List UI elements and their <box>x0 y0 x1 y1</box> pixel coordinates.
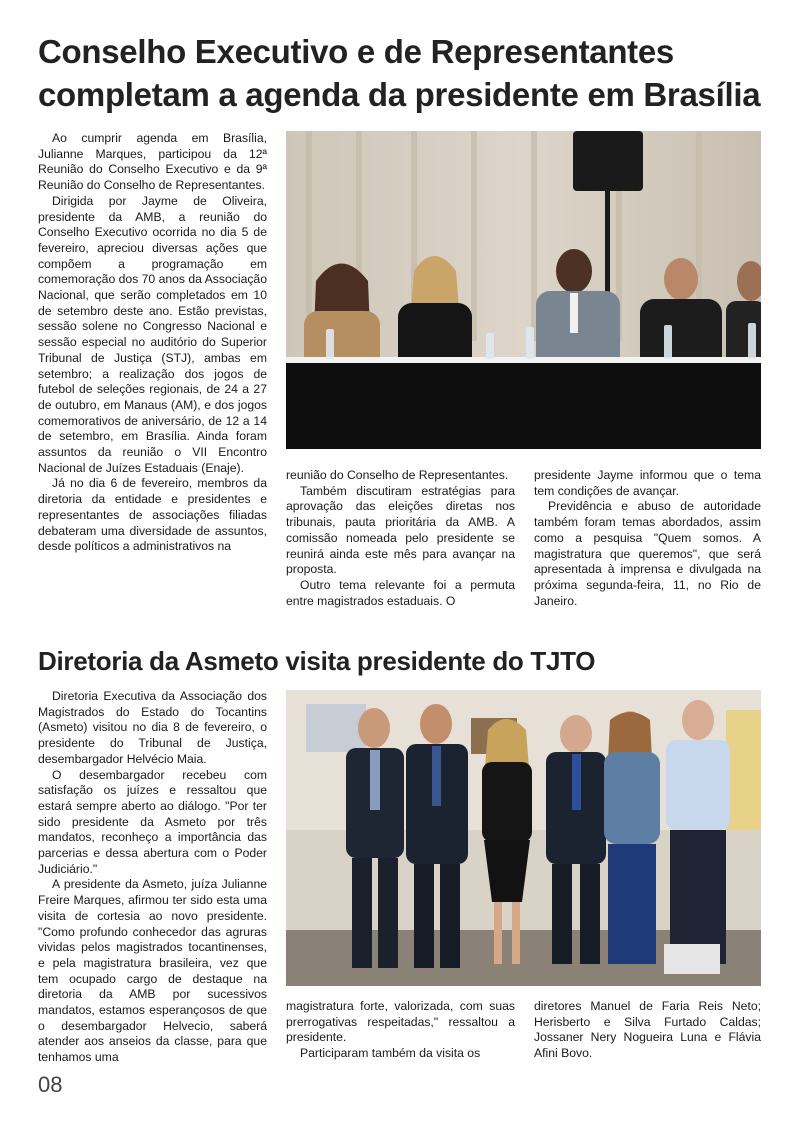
paragraph: Participaram também da visita os <box>300 1046 481 1061</box>
paragraph: Dirigida por Jayme de Oliveira, presidente da AMB, a reunião do Conselho Executivo ocorrida no dia 5 de fevereiro, apreciou diversas ações que compõem a programação em comemoração dos 70 anos da Associação Nacional, que serão completados em 10 de setembro deste ano. Estão previstas, sessão solene no Congresso Nacional e sessão especial no auditório do Superior Tribunal de Justiça (STJ), ambas em setembro; a realização dos jogos de futebol de seleções regionais, de 24 a 27 de outubro, em Manaus (AM), e dos jogos comemorativos de aniversário, de 12 a 14 de setembro, em Brasília. Ainda foram assuntos da reunião o VII Encontro Nacional de Juízes Estaduais (Enaje). <box>38 193 267 475</box>
paragraph: presidente Jayme informou que o tema tem condições de avançar. <box>534 468 761 498</box>
paragraph: O desembargador recebeu com satisfação os juízes e ressaltou que estará sempre aberto ao diálogo. "Por ter sido presidente da Asmeto por três mandatos, reconheço a importância das parcerias e dessa abertura com o Poder Judiciário." <box>38 767 267 876</box>
paragraph: Outro tema relevante foi a permuta entre magistrados estaduais. O <box>286 577 515 608</box>
paragraph: Também discutiram estratégias para aprovação das eleições diretas nos tribunais, pauta prioritária da AMB. A comissão nomeada pelo presidente se reunirá ainda este mês para avançar na proposta. <box>286 483 515 577</box>
paragraph: Diretoria Executiva da Associação dos Magistrados do Estado do Tocantins (Asmeto) visitou no dia 8 de fevereiro, o presidente do Tribunal de Justiça, desembargador Helvécio Maia. <box>38 689 267 766</box>
article-2-headline: Diretoria da Asmeto visita presidente do TJTO <box>38 646 596 676</box>
paragraph: Já no dia 6 de fevereiro, membros da diretoria da entidade e presidentes e representantes de associações filiadas debateram uma diversidade de assuntos, desde políticos a administrativos na <box>38 476 267 554</box>
paragraph: A presidente da Asmeto, juíza Julianne Freire Marques, afirmou ter sido esta uma visita de cortesia ao novo presidente. "Como profundo conhecedor das agruras vividas pelos magistrados tocantinenses, e pela magistratura brasileira, vez que tem ocupado cargo de destaque na diretoria da AMB por sucessivos mandatos, estamos esperançosos de que o desembargador Helvecio, saberá atender aos anseios da classe, para que tenhamos uma <box>38 877 267 1065</box>
paragraph: reunião do Conselho de Representantes. <box>286 468 509 482</box>
article-1-column-3 <box>534 468 761 609</box>
paragraph: diretores Manuel de Faria Reis Neto; Herisberto e Silva Furtado Caldas; Jossaner Nery Nogueira Luna e Flávia Afini Bovo. <box>534 999 761 1061</box>
meeting-photo <box>286 131 761 449</box>
paragraph: Ao cumprir agenda em Brasília, Julianne Marques, participou da 12ª Reunião do Conselho Executivo e da 9ª Reunião do Conselho de Representantes. <box>38 131 267 193</box>
article-1-headline <box>38 30 778 116</box>
page-number: 08 <box>38 1072 63 1097</box>
article-2-column-1 <box>38 689 267 1066</box>
headline-line-1: Conselho Executivo e de Representantes <box>38 33 674 70</box>
article-2-column-3 <box>534 999 761 1062</box>
paragraph: Previdência e abuso de autoridade também foram temas abordados, assim como a pesquisa "Quem somos. A magistratura que queremos", que será apresentada à imprensa e divulgada na próxima segunda-feira, 11, no Rio de Janeiro. <box>534 499 761 608</box>
group-photo <box>286 690 761 986</box>
article-2-column-2 <box>286 999 515 1062</box>
headline-line-2: completam a agenda da presidente em Brasília <box>38 76 761 113</box>
article-1-column-2 <box>286 468 515 609</box>
paragraph: magistratura forte, valorizada, com suas prerrogativas respeitadas," ressaltou a presidente. <box>286 999 515 1045</box>
article-1-column-1 <box>38 131 267 555</box>
